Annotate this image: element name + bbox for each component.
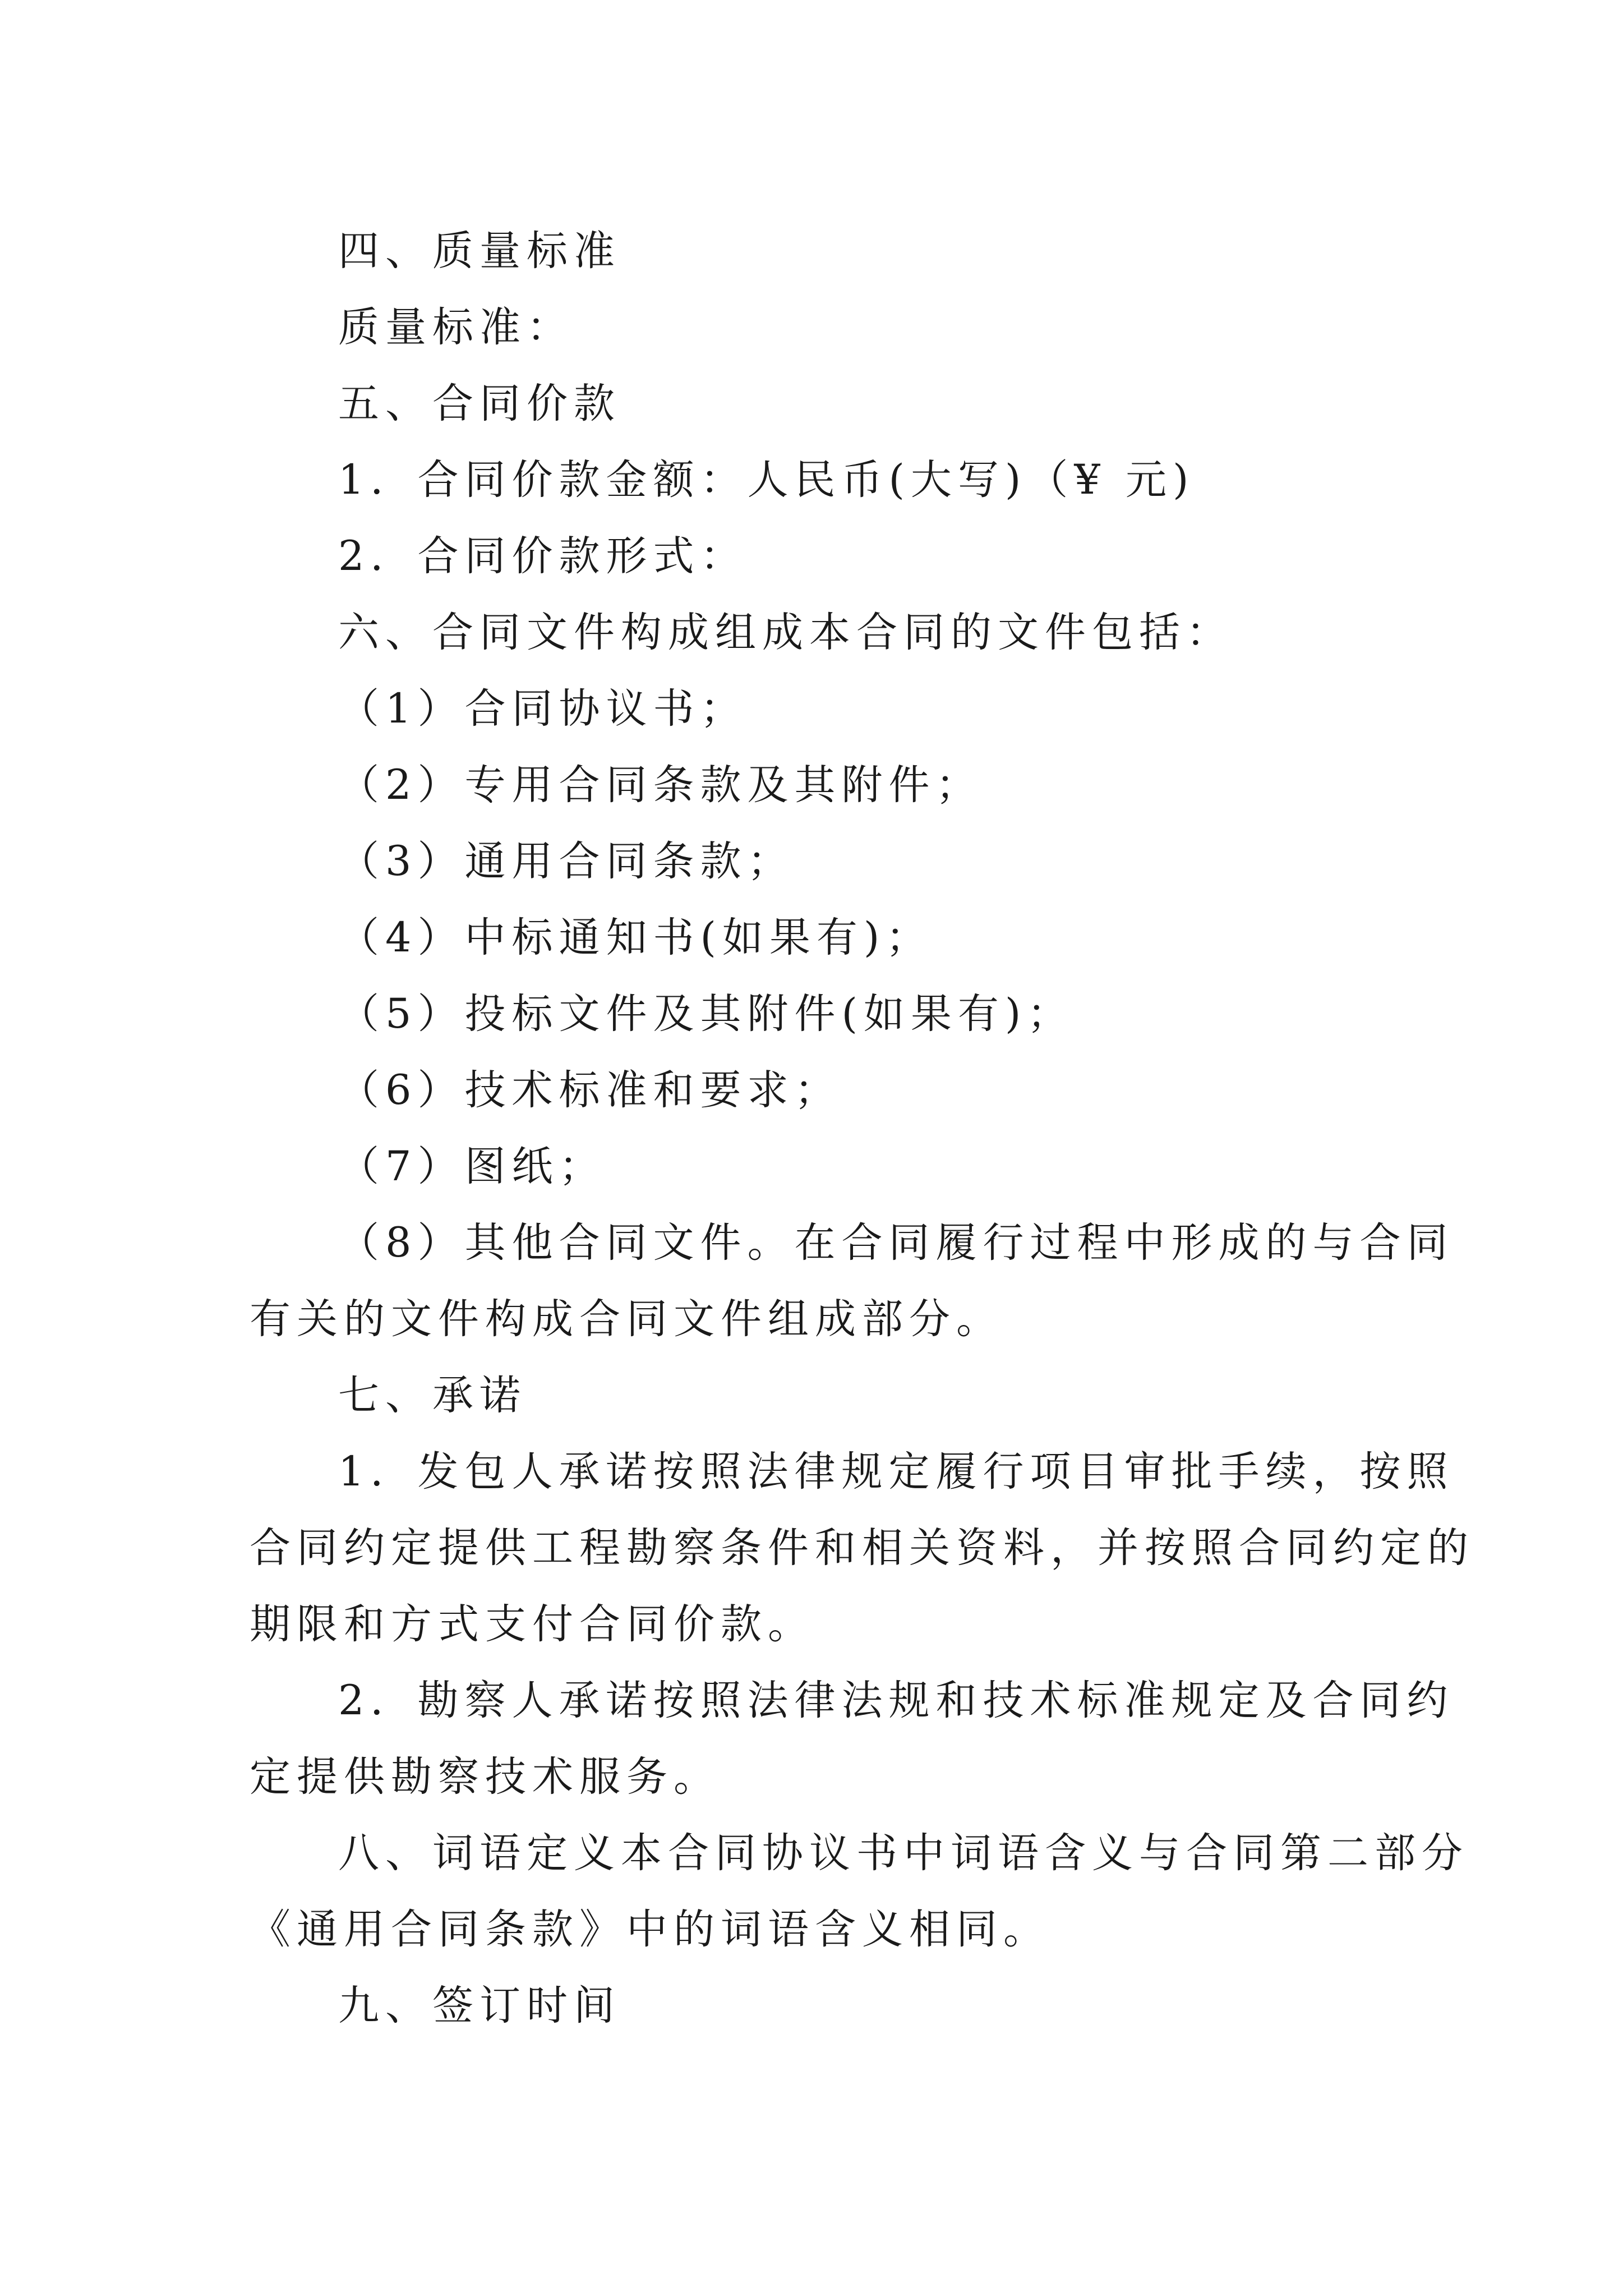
paragraph-line: 2．勘察人承诺按照法律法规和技术标准规定及合同约: [338, 1677, 1454, 1724]
paragraph-line: 有关的文件构成合同文件组成部分。: [250, 1295, 1003, 1343]
list-item: （4）中标通知书(如果有)；: [338, 914, 933, 961]
section-heading-price: 五、合同价款: [338, 380, 621, 427]
list-item: （5）投标文件及其附件(如果有)；: [338, 990, 1075, 1038]
list-item: （7）图纸；: [338, 1143, 606, 1190]
paragraph-line: 2．合同价款形式：: [338, 532, 748, 580]
section-heading-documents: 六、合同文件构成组成本合同的文件包括：: [338, 609, 1233, 656]
section-heading-commitment: 七、承诺: [338, 1372, 527, 1419]
list-item: （2）专用合同条款及其附件；: [338, 761, 983, 809]
list-item: （3）通用合同条款；: [338, 838, 795, 885]
list-item: （8）其他合同文件。在合同履行过程中形成的与合同: [338, 1219, 1454, 1267]
paragraph-line: 《通用合同条款》中的词语含义相同。: [250, 1906, 1050, 1953]
list-item: （6）技术标准和要求；: [338, 1066, 842, 1114]
section-heading-quality: 四、质量标准: [338, 227, 621, 275]
paragraph-line: 期限和方式支付合同价款。: [250, 1600, 815, 1648]
paragraph-line: 定提供勘察技术服务。: [250, 1753, 721, 1801]
paragraph-line: 1．发包人承诺按照法律规定履行项目审批手续，按照: [338, 1448, 1454, 1496]
document-body: [250, 213, 1474, 2044]
section-heading-signing-time: 九、签订时间: [338, 1982, 621, 2030]
paragraph-line: 1．合同价款金额：人民币(大写)（¥ 元): [338, 456, 1195, 504]
paragraph-line: 合同约定提供工程勘察条件和相关资料，并按照合同约定的: [250, 1524, 1474, 1572]
section-heading-definitions: 八、词语定义本合同协议书中词语含义与合同第二部分: [338, 1829, 1469, 1877]
paragraph-line: 质量标准：: [338, 303, 574, 351]
list-item: （1）合同协议书；: [338, 685, 748, 733]
